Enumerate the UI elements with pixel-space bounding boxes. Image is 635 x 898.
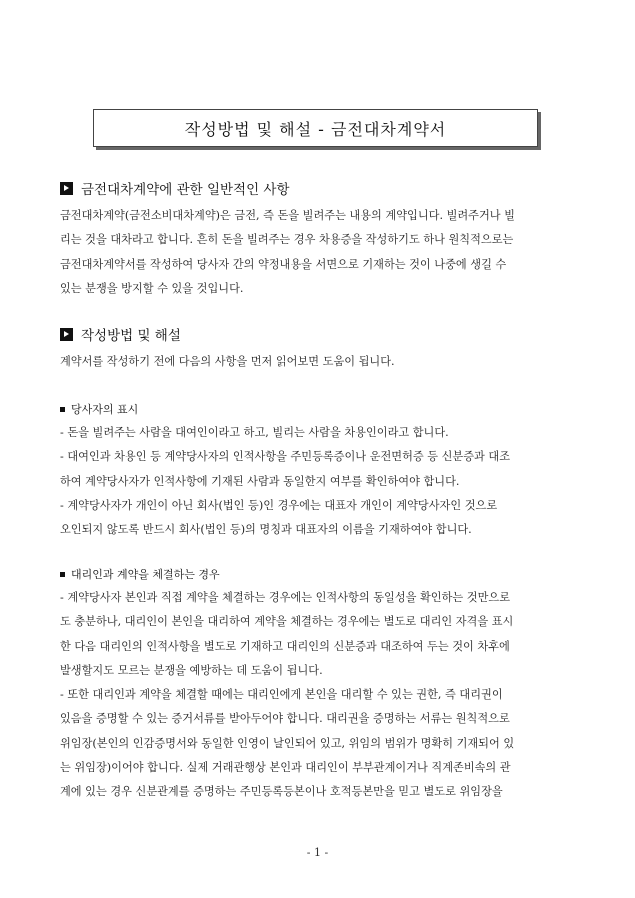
text-line: 계에 있는 경우 신분관계를 증명하는 주민등록등본이나 호적등본만을 믿고 별도로 위임장을 xyxy=(60,785,503,799)
subsection-agent xyxy=(60,565,580,805)
section-general xyxy=(60,178,580,301)
subsection-parties-title: 당사자의 표시 xyxy=(71,403,139,416)
text-line: 있는 분쟁을 방지할 수 있을 것입니다. xyxy=(60,281,244,295)
arrow-box-icon xyxy=(60,182,73,195)
text-line: 계약서를 작성하기 전에 다음의 사항을 먼저 읽어보면 도움이 됩니다. xyxy=(60,355,395,368)
section-method-title: 작성방법 및 해설 xyxy=(81,328,181,344)
section-general-body xyxy=(60,204,580,301)
text-line: 한 다음 대리인의 인적사항을 별도로 기재하고 대리인의 신분증과 대조하여 두는 것이 차후에 xyxy=(60,639,510,653)
text-line: - 돈을 빌려주는 사람을 대여인이라고 하고, 빌리는 사람을 차용인이라고 합니다. xyxy=(60,426,449,439)
square-bullet-icon xyxy=(60,572,65,577)
subsection-agent-heading xyxy=(60,565,580,583)
subsection-parties xyxy=(60,400,580,542)
text-line: 금전대차계약서를 작성하여 당사자 간의 약정내용을 서면으로 기재하는 것이 나중에 생길 수 xyxy=(60,257,507,271)
section-general-heading xyxy=(60,178,580,198)
subsection-parties-heading xyxy=(60,400,580,418)
section-method-intro xyxy=(60,350,580,374)
text-line: 금전대차계약(금전소비대차계약)은 금전, 즉 돈을 빌려주는 내용의 계약입니다. 빌려주거나 빌 xyxy=(60,209,515,222)
text-line: 리는 것을 대차라고 합니다. 흔히 돈을 빌려주는 경우 차용증을 작성하기도 하나 원칙적으로는 xyxy=(60,233,514,247)
subsection-agent-title: 대리인과 계약을 체결하는 경우 xyxy=(71,568,220,581)
section-method-heading xyxy=(60,324,580,344)
subsection-agent-body xyxy=(60,586,580,805)
text-line: 있음을 증명할 수 있는 증거서류를 받아두어야 합니다. 대리권을 증명하는 서류는 원칙적으로 xyxy=(60,712,510,726)
text-line: - 계약당사자 본인과 직접 계약을 체결하는 경우에는 인적사항의 동일성을 확인하는 것만으로 xyxy=(60,591,511,604)
text-line: - 대여인과 차용인 등 계약당사자의 인적사항을 주민등록증이나 운전면허증 등 신분증과 대조 xyxy=(60,450,511,464)
subsection-parties-body xyxy=(60,421,580,542)
text-line: 도 충분하나, 대리인이 본인을 대리하여 계약을 체결하는 경우에는 별도로 대리인 자격을 표시 xyxy=(60,615,514,629)
text-line: 오인되지 않도록 반드시 회사(법인 등)의 명칭과 대표자의 이름을 기재하여야 합니다. xyxy=(60,523,472,537)
section-general-title: 금전대차계약에 관한 일반적인 사항 xyxy=(81,182,290,198)
text-line: 발생할지도 모르는 분쟁을 예방하는 데 도움이 됩니다. xyxy=(60,663,323,677)
text-line: - 또한 대리인과 계약을 체결할 때에는 대리인에게 본인을 대리할 수 있는 권한, 즉 대리권이 xyxy=(60,688,503,702)
text-line: - 계약당사자가 개인이 아닌 회사(법인 등)인 경우에는 대표자 개인이 계약당사자인 것으로 xyxy=(60,498,498,512)
text-line: 하여 계약당사자가 인적사항에 기재된 사람과 동일한지 여부를 확인하여야 합니다. xyxy=(60,474,460,488)
section-method xyxy=(60,324,580,374)
document-title: 작성방법 및 해설 - 금전대차계약서 xyxy=(93,109,538,147)
text-line: 는 위임장)이어야 합니다. 실제 거래관행상 본인과 대리인이 부부관계이거나 직계존비속의 관 xyxy=(60,761,511,775)
text-line: 위임장(본인의 인감증명서와 동일한 인영이 날인되어 있고, 위임의 범위가 명확히 기재되어 있 xyxy=(60,736,515,750)
page-number: - 1 - xyxy=(306,846,329,859)
square-bullet-icon xyxy=(60,407,65,412)
arrow-box-icon xyxy=(60,328,73,341)
